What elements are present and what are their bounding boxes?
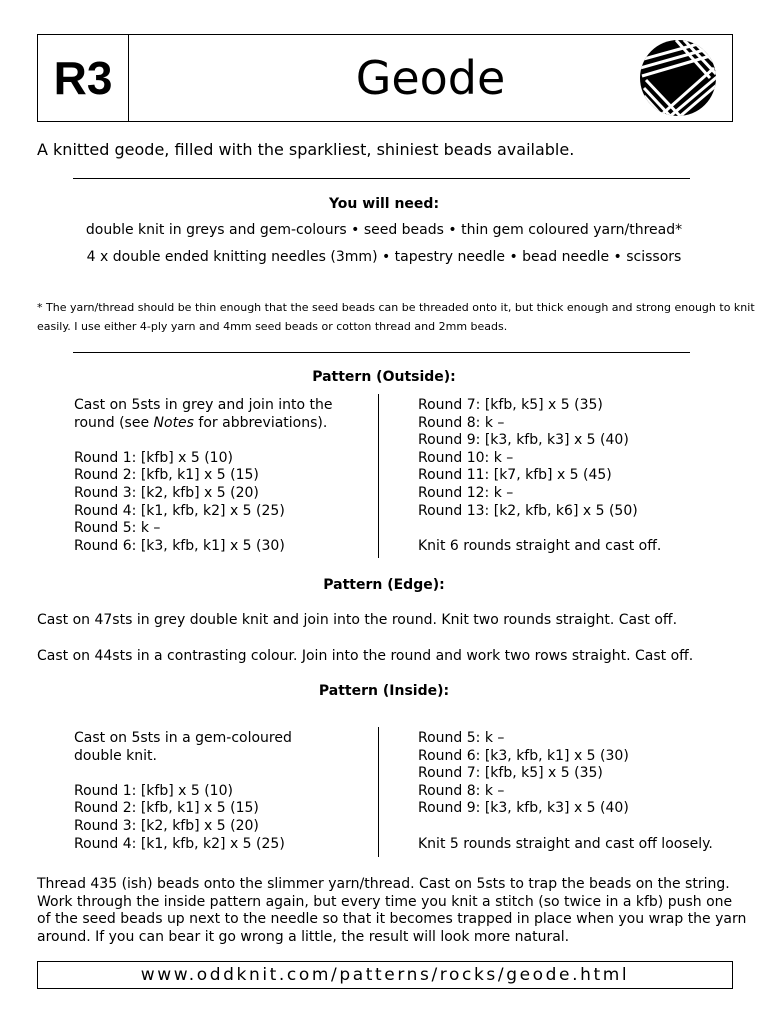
divider-middle [73,352,690,353]
outside-round: Round 13: [k2, kfb, k6] x 5 (50) [418,502,638,519]
inside-round: Round 6: [k3, kfb, k1] x 5 (30) [418,747,629,764]
outside-round: Round 9: [k3, kfb, k3] x 5 (40) [418,432,629,449]
outside-round: Round 5: k – [74,520,161,537]
inside-round: Round 1: [kfb] x 5 (10) [74,782,233,799]
inside-intro-2: double knit. [74,747,157,764]
pattern-edge-heading: Pattern (Edge): [323,577,445,593]
outside-round: Round 1: [kfb] x 5 (10) [74,449,233,466]
outside-round: Round 11: [k7, kfb] x 5 (45) [418,467,612,484]
pattern-outside-divider [378,394,379,558]
pattern-code: R3 [38,35,129,121]
pattern-outside-heading: Pattern (Outside): [312,369,456,385]
outside-round: Round 12: k – [418,484,514,501]
pattern-outside-intro-2: round (see Notes for abbreviations). [74,414,328,431]
header-box [37,34,733,122]
divider-top [73,178,690,179]
inside-round: Round 7: [kfb, k5] x 5 (35) [418,765,603,782]
inside-round: Round 9: [k3, kfb, k3] x 5 (40) [418,800,629,817]
closing-line-3: of the seed beads up next to the needle so that it becomes trapped in place when you wrap the yarn [37,911,747,928]
page-title: Geode [355,51,506,105]
outside-round: Round 2: [kfb, k1] x 5 (15) [74,467,259,484]
outside-finish: Knit 6 rounds straight and cast off. [418,537,662,554]
footnote-line-2: easily. I use either 4-ply yarn and 4mm seed beads or cotton thread and 2mm beads. [37,320,508,333]
edge-para-1: Cast on 47sts in grey double knit and join into the round. Knit two rounds straight. Cast off. [37,612,678,628]
outside-round: Round 8: k – [418,414,505,431]
closing-line-2: Work through the inside pattern again, but every time you knit a stitch (so twice in a kfb) push one [37,893,733,910]
inside-intro-1: Cast on 5sts in a gem-coloured [74,730,292,746]
inside-round: Round 8: k – [418,782,505,799]
materials-line-1: double knit in greys and gem-colours • seed beads • thin gem coloured yarn/thread* [85,222,683,238]
outside-round: Round 7: [kfb, k5] x 5 (35) [418,397,603,413]
closing-paragraph [37,876,747,946]
closing-line-1: Thread 435 (ish) beads onto the slimmer yarn/thread. Cast on 5sts to trap the beads on the string. [37,876,730,892]
footnote-line-1: * The yarn/thread should be thin enough that the seed beads can be threaded onto it, but thick enough and strong enough to knit [37,301,755,314]
edge-para-2: Cast on 44sts in a contrasting colour. Join into the round and work two rows straight. Cast off. [37,648,694,664]
inside-round: Round 2: [kfb, k1] x 5 (15) [74,800,259,817]
yarn-ball-icon [638,38,718,118]
footer-url: www.oddknit.com/patterns/rocks/geode.html [140,965,630,985]
outside-round: Round 10: k – [418,449,514,466]
inside-finish: Knit 5 rounds straight and cast off loosely. [418,835,713,852]
outside-round: Round 3: [k2, kfb] x 5 (20) [74,484,259,501]
closing-line-4: around. If you can bear it go wrong a little, the result will look more natural. [37,928,570,945]
pattern-inside-left [74,730,364,853]
inside-round: Round 3: [k2, kfb] x 5 (20) [74,817,259,834]
notes-reference: Notes [153,414,194,431]
outside-round: Round 4: [k1, kfb, k2] x 5 (25) [74,502,285,519]
pattern-inside-right [418,730,718,853]
materials-line-2: 4 x double ended knitting needles (3mm) • tapestry needle • bead needle • scissors [86,249,682,265]
pattern-inside-heading: Pattern (Inside): [318,683,450,699]
pattern-outside-intro-1: Cast on 5sts in grey and join into the [74,397,333,413]
inside-round: Round 5: k – [418,730,505,746]
footer-url-box [37,961,733,989]
you-will-need-heading: You will need: [328,196,440,212]
inside-round: Round 4: [k1, kfb, k2] x 5 (25) [74,835,285,852]
pattern-outside-left [74,397,364,555]
pattern-outside-right [418,397,718,555]
pattern-inside-divider [378,727,379,857]
outside-round: Round 6: [k3, kfb, k1] x 5 (30) [74,537,285,554]
intro-text: A knitted geode, filled with the sparkliest, shiniest beads available. [37,140,575,159]
